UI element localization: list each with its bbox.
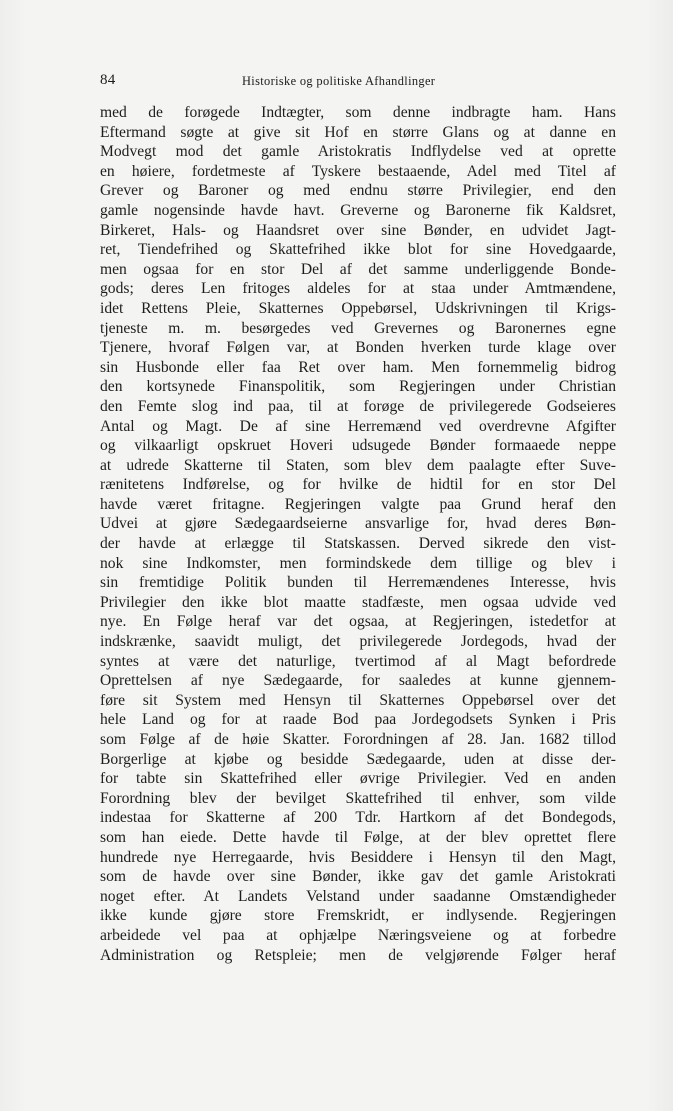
text-line: sin fremtidige Politik bunden til Herremændenes Interesse, hvis [100, 574, 616, 592]
text-line: Forordning blev der bevilget Skattefrihed til enhver, som vilde [100, 789, 616, 807]
body-text [100, 103, 616, 965]
text-line: der havde at erlægge til Statskassen. Derved sikrede den vist- [100, 535, 616, 553]
text-line: Birkeret, Hals- og Haandsret over sine Bønder, en udvidet Jagt- [100, 221, 616, 239]
text-line: for tabte sin Skattefrihed eller øvrige Privilegier. Ved en anden [100, 770, 616, 788]
running-title: Historiske og politiske Afhandlinger [242, 74, 436, 88]
text-line: Udvei at gjøre Sædegaardseierne ansvarlige for, hvad deres Bøn- [100, 515, 616, 533]
text-line: som Følge af de høie Skatter. Forordningen af 28. Jan. 1682 tillod [100, 731, 616, 748]
text-line: nok sine Indkomster, men formindskede dem tillige og blev i [100, 554, 616, 572]
text-line: ikke kunde gjøre store Fremskridt, er indlysende. Regjeringen [100, 907, 616, 925]
text-line: Eftermand søgte at give sit Hof en større Glans og at danne en [100, 123, 616, 141]
text-line: tjeneste m. m. besørgedes ved Grevernes og Baronernes egne [100, 319, 616, 337]
text-line: føre sit System med Hensyn til Skatternes Oppebørsel over det [100, 691, 616, 709]
text-line: en høiere, fordetmeste af Tyskere bestaaende, Adel med Titel af [100, 162, 616, 180]
text-line: arbeidede vel paa at ophjælpe Næringsveiene og at forbedre [100, 926, 616, 944]
text-line: Borgerlige at kjøbe og besidde Sædegaarde, uden at disse der- [100, 750, 616, 768]
text-line: Tjenere, hvoraf Følgen var, at Bonden hverken turde klage over [100, 339, 616, 357]
text-line: sin Husbonde eller faa Ret over ham. Men fornemmelig bidrog [100, 358, 616, 376]
text-line: at udrede Skatterne til Staten, som blev dem paalagte efter Suve- [100, 456, 616, 474]
page-number: 84 [100, 72, 116, 88]
text-line: nye. En Følge heraf var det ogsaa, at Regjeringen, istedetfor at [100, 613, 616, 631]
text-line: med de forøgede Indtægter, som denne indbragte ham. Hans [100, 104, 616, 121]
text-line: gods; deres Len fritoges aldeles for at staa under Amtmændene, [100, 280, 616, 298]
text-line: noget efter. At Landets Velstand under saadanne Omstændigheder [100, 887, 616, 905]
text-line: Grever og Baroner og med endnu større Privilegier, end den [100, 182, 616, 200]
text-line: indskrænke, saavidt muligt, det privilegerede Jordegods, hvad der [100, 633, 616, 651]
text-line: gamle nogensinde havde havt. Greverne og Baronerne fik Kaldsret, [100, 201, 616, 219]
text-line: Modvegt mod det gamle Aristokratis Indflydelse ved at oprette [100, 143, 616, 161]
text-line: og vilkaarligt opskruet Hoveri udsugede Bønder formaaede neppe [100, 437, 616, 455]
text-line: ret, Tiendefrihed og Skattefrihed ikke blot for sine Hovedgaarde, [100, 241, 616, 259]
text-line: rænitetens Indførelse, og for hvilke de hidtil for en stor Del [100, 476, 616, 494]
text-line: som de havde over sine Bønder, ikke gav det gamle Aristokrati [100, 868, 616, 886]
text-line: Administration og Retspleie; men de velgjørende Følger heraf [100, 946, 616, 964]
text-line: indestaa for Skatterne af 200 Tdr. Hartkorn af det Bondegods, [100, 809, 616, 827]
text-line: som han eiede. Dette havde til Følge, at der blev oprettet flere [100, 828, 616, 846]
text-line: idet Rettens Pleie, Skatternes Oppebørsel, Udskrivningen til Krigs- [100, 299, 616, 317]
text-line: Privilegier den ikke blot maatte stadfæste, men ogsaa udvide ved [100, 593, 616, 611]
running-header [100, 72, 616, 94]
text-line: den kortsynede Finanspolitik, som Regjeringen under Christian [100, 378, 616, 396]
text-line: hundrede nye Herregaarde, hvis Besiddere i Hensyn til den Magt, [100, 848, 616, 866]
text-line: Oprettelsen af nye Sædegaarde, for saaledes at kunne gjennem- [100, 672, 616, 690]
text-line: syntes at være det naturlige, tvertimod af al Magt befordrede [100, 652, 616, 670]
text-line: Antal og Magt. De af sine Herremænd ved overdrevne Afgifter [100, 417, 616, 435]
text-line: havde været fritagne. Regjeringen valgte paa Grund heraf den [100, 495, 616, 513]
text-line: den Femte slog ind paa, til at forøge de privilegerede Godseieres [100, 397, 616, 415]
text-line: men ogsaa for en stor Del af det samme underliggende Bonde- [100, 260, 616, 278]
text-line: hele Land og for at raade Bod paa Jordegodsets Synken i Pris [100, 711, 616, 729]
